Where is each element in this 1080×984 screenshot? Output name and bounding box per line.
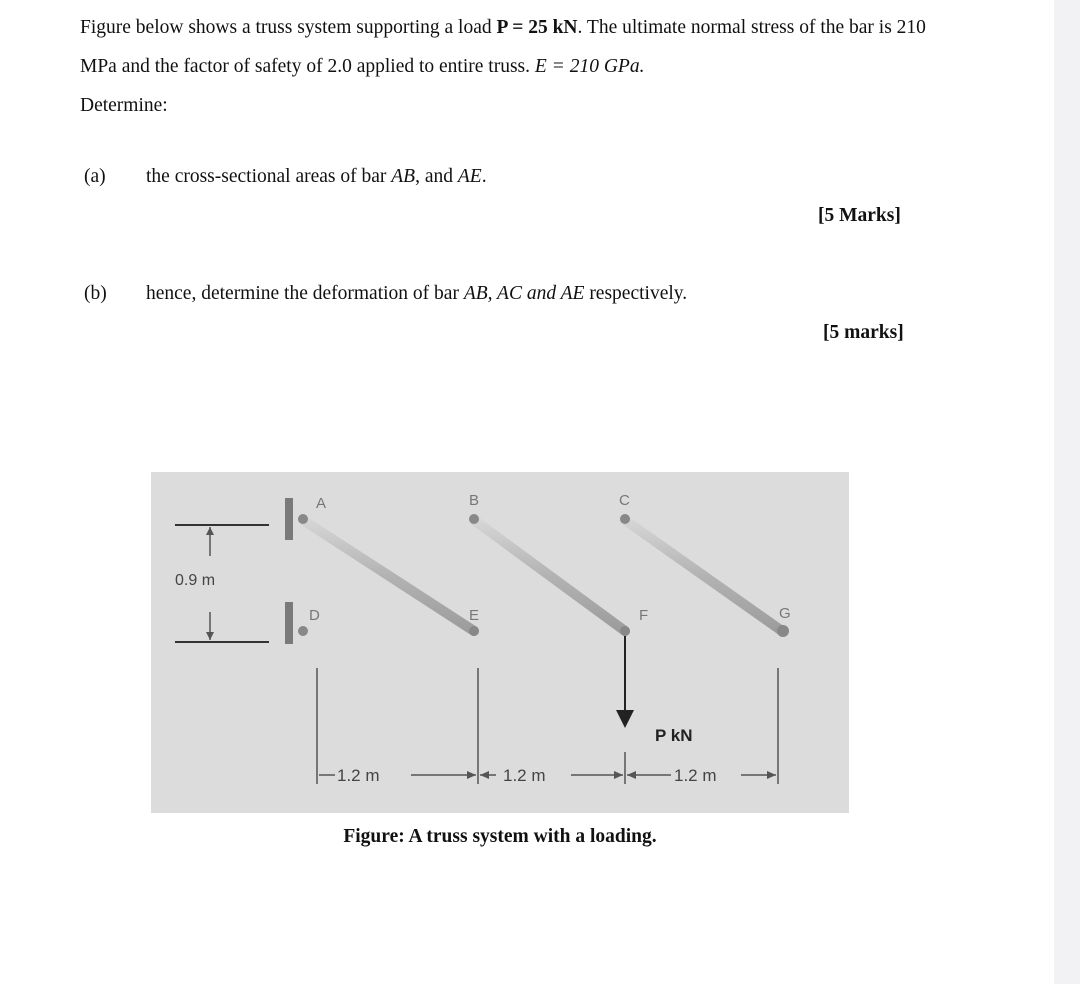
question-a-marks: [5 Marks] [818,205,901,226]
question-a-label: (a) [84,166,106,187]
node-label-g: G [779,605,791,622]
truss-figure [151,472,849,813]
span-3-arrow-right-icon [767,771,776,779]
span-label-1: 1.2 m [337,766,380,785]
question-a [84,166,487,188]
span-2-arrow-right-icon [614,771,623,779]
node-label-f: F [639,607,649,624]
joint-e [469,626,479,636]
height-arrow-down-icon [206,632,214,640]
span-label-2: 1.2 m [503,766,546,785]
question-b [84,283,687,305]
question-a-bar-1: AB [391,166,416,187]
question-b-label: (b) [84,283,107,304]
load-label: P kN [655,726,693,745]
span-3-arrow-left-icon [627,771,636,779]
wall-support-d [285,602,293,644]
joint-a [298,514,308,524]
joint-b [469,514,479,524]
intro-text-2: . The ultimate normal stress of the bar is 210 MPa and the factor of safety of 2.0 applied to entire truss. [80,17,926,77]
question-a-text: the cross-sectional areas of bar [146,166,392,187]
problem-statement [80,8,940,125]
member-bf [474,520,625,631]
node-label-b: B [469,492,480,509]
height-arrow-up-icon [206,527,214,535]
member-ae [303,520,474,631]
span-2-arrow-left-icon [480,771,489,779]
node-label-d: D [309,607,320,624]
span-1-arrow-icon [467,771,476,779]
node-label-a: A [316,495,327,512]
page-margin-strip [1054,0,1080,984]
problem-intro [80,8,940,86]
load-arrow-icon [616,710,634,728]
member-cg [625,520,782,631]
joint-c [620,514,630,524]
joint-g [777,625,789,637]
question-b-end: respectively. [584,283,688,304]
span-label-3: 1.2 m [674,766,717,785]
truss-diagram [151,472,849,813]
intro-text-1: Figure below shows a truss system supporting a load [80,17,497,38]
node-label-c: C [619,492,630,509]
question-b-marks: [5 marks] [823,322,904,343]
question-b-text: hence, determine the deformation of bar [146,283,464,304]
question-a-sep: , and [415,166,458,187]
height-label: 0.9 m [175,572,216,589]
joint-d [298,626,308,636]
load-value: P = 25 kN [496,17,578,38]
node-label-e: E [469,607,480,624]
modulus-value: E = 210 GPa. [534,56,645,77]
question-a-bar-2: AE [457,166,482,187]
joint-f [620,626,630,636]
question-b-bars: AB, AC and AE [463,283,585,304]
wall-support-a [285,498,293,540]
question-a-end: . [481,166,487,187]
figure-caption: Figure: A truss system with a loading. [343,826,657,847]
determine-label: Determine: [80,95,168,116]
